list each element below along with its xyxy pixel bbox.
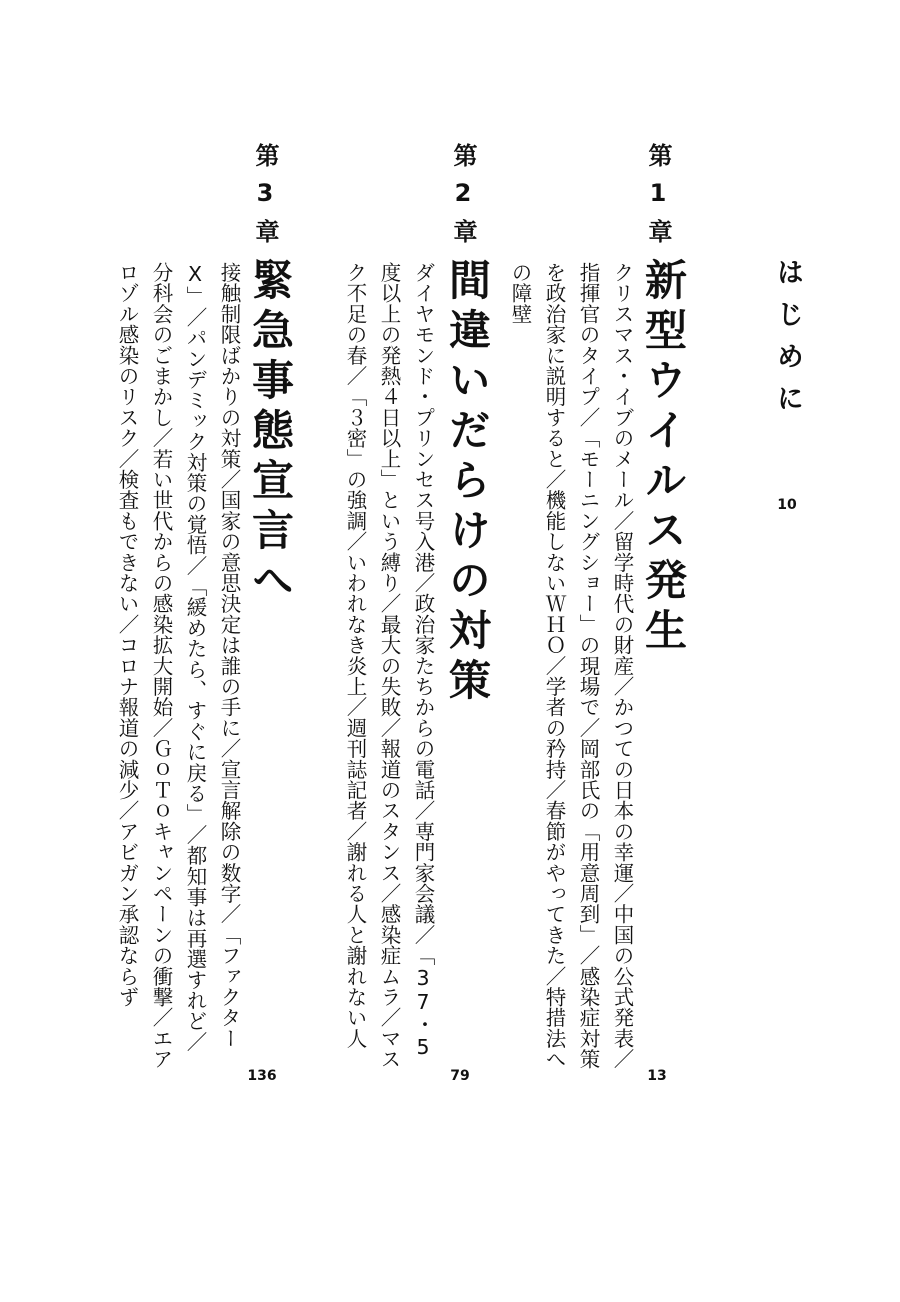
chapter-3-number: 第3章 [251, 143, 279, 255]
chapter-1-title: 新型ウイルス発生 [639, 258, 688, 658]
chapter-2-number: 第2章 [449, 143, 477, 255]
chapter-2-sections: ダイヤモンド・プリンセス号入港／政治家たちからの電話／専門家会議／「37・5度以上の発熱４日以上」という縛り／最大の失敗／報道のスタンス／感染症ムラ／マスク不足の春／「３密」の強調／いわれなき炎上／週刊誌記者／謝れる人と謝れない人 [343, 262, 435, 1070]
chapter-3-sections: 接触制限ばかりの対策／国家の意思決定は誰の手に／宣言解除の数字／「ファクターX」／パンデミック対策の覚悟／「緩めたら、すぐに戻る」／都知事は再選すれど／分科会のごまかし／若い世代からの感染拡大開始／ＧｏＴｏキャンペーンの衝撃／エアロゾル感染のリスク／検査もできない／コロナ報道の減少／アビガン承認ならず [115, 262, 241, 1070]
chapter-3-page-number: 136 [247, 1068, 277, 1084]
chapter-1-number: 第1章 [644, 143, 672, 255]
chapter-1-sections: クリスマス・イブのメール／留学時代の財産／かつての日本の幸運／中国の公式発表／指揮官のタイプ／「モーニングショー」の現場で／岡部氏の「用意周到」／感染症対策を政治家に説明すると／機能しないＷＨＯ／学者の矜持／春節がやってきた／特措法への障壁 [508, 262, 634, 1070]
chapter-2-page-number: 79 [450, 1068, 470, 1084]
intro-title: はじめに [772, 258, 803, 426]
chapter-3-title: 緊急事態宣言へ [246, 258, 295, 608]
intro-page-number: 10 [777, 497, 797, 513]
chapter-1-page-number: 13 [647, 1068, 667, 1084]
chapter-2-title: 間違いだらけの対策 [443, 258, 492, 708]
